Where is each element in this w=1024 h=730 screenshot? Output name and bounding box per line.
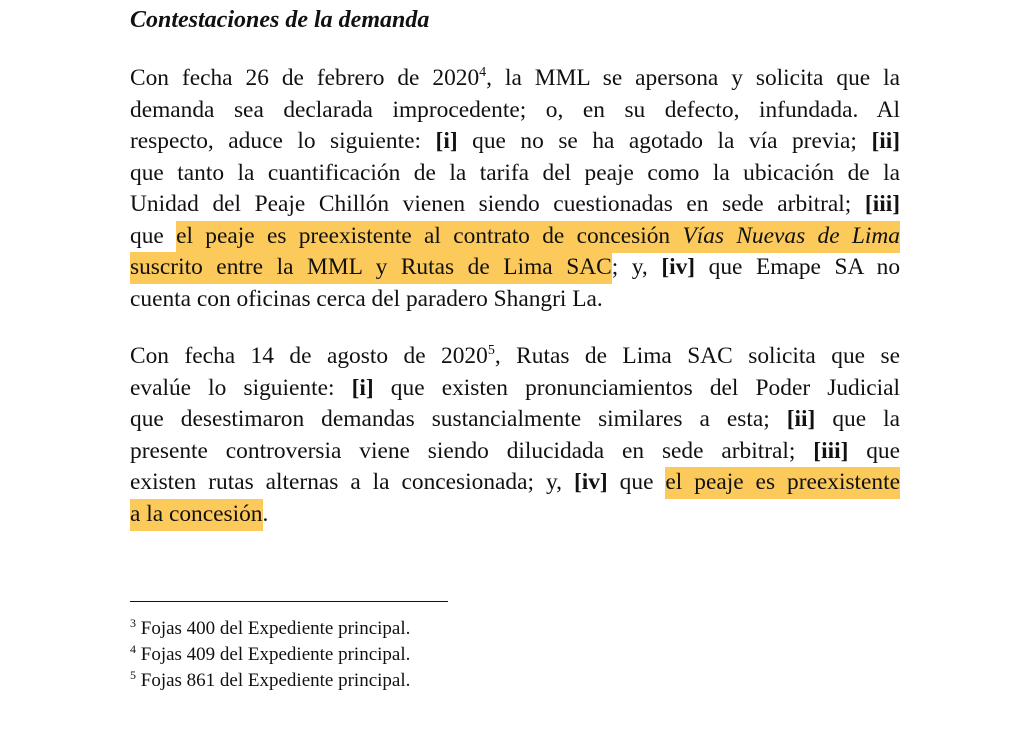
text-line: Unidad del Peaje Chillón vienen siendo cuestionadas en sede arbitral; [iii] (130, 191, 900, 217)
text-line: demanda sea declarada improcedente; o, en su defecto, infundada. Al (130, 96, 900, 123)
footnotes (130, 616, 410, 694)
text-line: Con fecha 14 de agosto de 2020$^5$, Rutas de Lima SAC solicita que se (130, 343, 900, 369)
text-line: que el peaje es preexistente al contrato de concesión Vías Nuevas de Lima (130, 221, 900, 253)
text-line: que tanto la cuantificación de la tarifa del peaje como la ubicación de la (130, 159, 900, 186)
section-heading: Contestaciones de la demanda (130, 7, 430, 33)
footnote: $^3$ Fojas 400 del Expediente principal. (130, 616, 411, 639)
list-marker: [iv] (661, 254, 696, 280)
footnote-number: 3 (130, 616, 136, 630)
footnote-separator (130, 601, 448, 602)
footnote: $^5$ Fojas 861 del Expediente principal. (130, 668, 411, 691)
highlighted-text[interactable]: el peaje es preexistente al contrato de concesión Vías Nuevas de Lima (176, 221, 900, 253)
list-marker: [ii] (871, 128, 901, 154)
list-marker: [iv] (573, 469, 608, 495)
footnote-ref[interactable]: 5 (487, 343, 495, 358)
text-line: que desestimaron demandas sustancialmente similares a esta; [ii] que la (130, 406, 900, 432)
list-marker: [iii] (864, 191, 900, 217)
text-line: respecto, aduce lo siguiente: [i] que no se ha agotado la vía previa; [ii] (130, 128, 901, 154)
highlighted-text[interactable]: a la concesión (130, 499, 263, 531)
highlighted-text[interactable]: suscrito entre la MML y Rutas de Lima SAC (130, 252, 612, 284)
paragraph-mml-response (130, 63, 900, 315)
footnote-number: 5 (130, 668, 136, 682)
text-line: cuenta con oficinas cerca del paradero Shangri La. (130, 285, 603, 312)
footnote: $^4$ Fojas 409 del Expediente principal. (130, 642, 411, 665)
text-line: existen rutas alternas a la concesionada; y, [iv] que el peaje es preexistente (130, 467, 900, 499)
text-line: presente controversia viene siendo dilucidada en sede arbitral; [iii] que (130, 437, 900, 464)
list-marker: [i] (351, 374, 374, 401)
text-line: evalúe lo siguiente: [i] que existen pronunciamientos del Poder Judicial (130, 374, 900, 401)
footnote-ref[interactable]: 4 (479, 65, 487, 80)
list-marker: [i] (435, 128, 458, 154)
text-line: a la concesión. (130, 499, 900, 531)
text-line: Con fecha 26 de febrero de 2020$^4$, la MML se apersona y solicita que la (130, 65, 900, 91)
paragraph-rutas-de-lima-response (130, 341, 900, 530)
list-marker: [ii] (786, 406, 816, 432)
highlighted-text[interactable]: el peaje es preexistente (665, 467, 900, 499)
list-marker: [iii] (813, 437, 849, 464)
text-line: suscrito entre la MML y Rutas de Lima SAC; y, [iv] que Emape SA no (130, 252, 900, 284)
footnote-number: 4 (130, 642, 136, 656)
